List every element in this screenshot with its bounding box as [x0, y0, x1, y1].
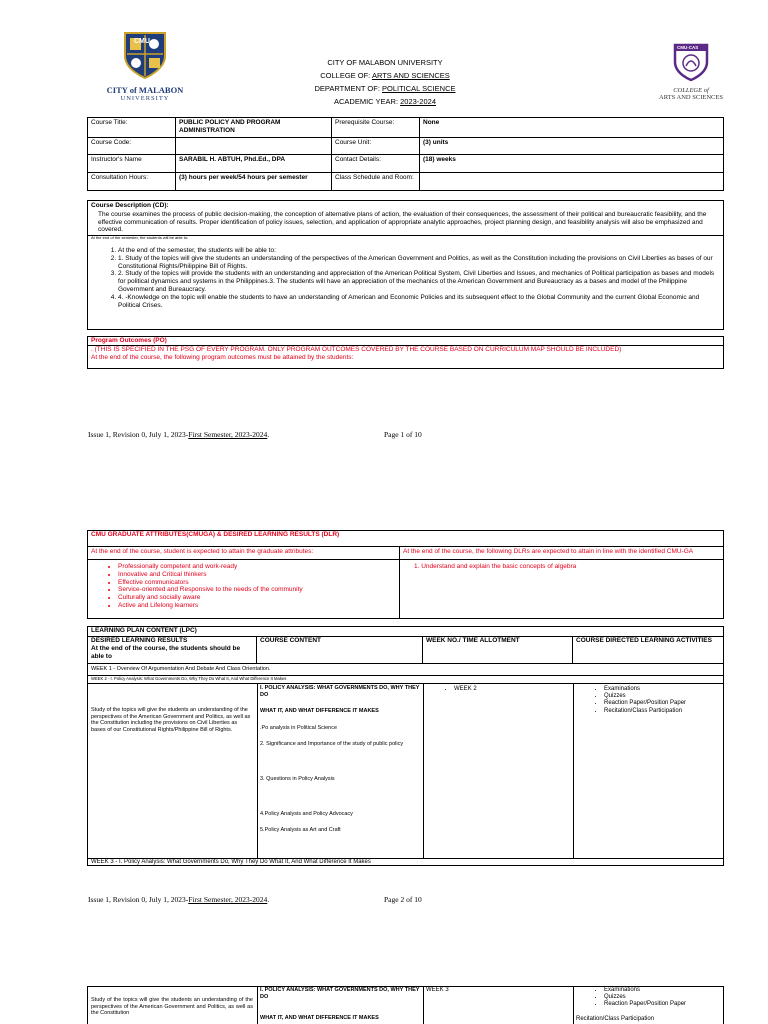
activity-item: • Reaction Paper/Position Paper: [604, 1001, 686, 1008]
page3-week: WEEK 3: [426, 987, 449, 993]
cmuga-right-header: At the end of the course, the following DLRs are expected to attain in line with the identified CMU-GA: [399, 546, 723, 560]
cas-logo: [648, 42, 734, 108]
department-name: POLITICAL SCIENCE: [382, 84, 456, 93]
course-code-label: Course Code:: [88, 138, 176, 155]
schedule-label: Class Schedule and Room:: [332, 173, 420, 191]
college-name: ARTS AND SCIENCES: [371, 71, 450, 80]
cas-logo-top-text: CMU-CAS: [677, 45, 699, 50]
objective-item: 4. 4. -Knowledge on the topic will enable the students to have an understanding of American and Economic Policies and its subsequent effect to the Global Community and the current Global Economic and Political Crises.: [118, 294, 717, 310]
page3-dlr-text: Study of the topics will give the students an understanding of the perspectives of the American Government and Politics, as well as the Constitution: [91, 997, 253, 1017]
activities-list: [590, 686, 686, 715]
course-objectives-list: [88, 247, 723, 309]
dlr-item: 1. Understand and explain the basic concepts of algebra: [414, 563, 577, 570]
contact-value: (18) weeks: [420, 155, 724, 173]
activity-item: • Quizzes: [604, 693, 686, 700]
activity-item: • Recitation/Class Participation: [604, 708, 686, 715]
page3-activities-list: [590, 987, 686, 1009]
objective-item: 1. At the end of the semester, the students will be able to:: [118, 247, 717, 255]
course-title-label: Course Title:: [88, 118, 176, 138]
graduate-attributes-list: [104, 563, 303, 610]
content-subtopic: 4.Policy Analysis and Policy Advocacy: [260, 810, 353, 817]
activity-item: • Reaction Paper/Position Paper: [604, 700, 686, 707]
week3-row: WEEK 3 - I. Policy Analysis: What Governments Do, Why They Do What It, And What Difference It Makes: [88, 858, 723, 866]
consultation-value: (3) hours per week/54 hours per semester: [176, 173, 332, 191]
lpc-dlr-text: Study of the topics will give the students an understanding of the perspectives of the American Government and Politics, as well as the Constitution including the provisions on Civil Liberties as bases of our Constitutional Rights/Philippine Bill of Rights.: [91, 707, 251, 733]
week-item: • WEEK 2: [454, 686, 477, 693]
page3-table: [87, 986, 724, 1024]
cas-logo-arts: ARTS AND SCIENCES: [659, 94, 723, 101]
cmu-logo: [104, 30, 186, 108]
content-subtopic: 5.Policy Analysis as Art and Craft: [260, 827, 341, 834]
consultation-label: Consultation Hours:: [88, 173, 176, 191]
lpc-title: LEARNING PLAN CONTENT (LPC): [88, 627, 723, 637]
course-description-note: At the end of the semester, the students will be able to:: [88, 235, 723, 241]
course-unit-label: Course Unit:: [332, 138, 420, 155]
lpc-course-content: [260, 685, 420, 834]
course-title-value: PUBLIC POLICY AND PROGRAM ADMINISTRATION: [176, 118, 332, 138]
page3-content-topic: I. POLICY ANALYSIS: WHAT GOVERNMENTS DO, WHY THEY DO: [260, 987, 420, 1000]
attribute-item: • Innovative and Critical thinkers: [118, 571, 303, 579]
course-description-text: The course examines the process of public decision-making, the conception of alternative plans of action, the evaluation of their consequences, the assessment of their political and bureaucratic feasibility, and the effective communication of results. Proper identification of policy issues, selection, and application of appropriate analytic approaches, project planning design, and feasibility analysis will also be emphasized and covered.: [98, 210, 707, 234]
lpc-col-week: WEEK NO./ TIME ALLOTMENT: [423, 637, 573, 663]
page-number: Page 2 of 10: [384, 895, 422, 904]
cmuga-box: [87, 530, 724, 619]
lpc-col-activities: COURSE DIRECTED LEARNING ACTIVITIES: [576, 637, 712, 644]
cas-logo-college: COLLEGE of: [673, 87, 709, 94]
page3-content-topic-cont: WHAT IT, AND WHAT DIFFERENCE IT MAKES: [260, 1015, 379, 1021]
course-description-label: Course Description (CD):: [91, 202, 169, 209]
page-number: Page 1 of 10: [384, 430, 422, 439]
program-outcomes-intro: At the end of the course, the following program outcomes must be attained by the students:: [91, 353, 354, 361]
department-line: DEPARTMENT OF: POLITICAL SCIENCE: [314, 84, 456, 93]
objective-item: 3. 2. Study of the topics will provide the students with an understanding and appreciation of the American Political System, Civil Liberties and Issues, and mechanics of Political participation as bases and models for political dynamics and systems in the Philippines.3. The students will have an appreciation of the mechanics of the American Government and Bureaucracy as a bases and model of the Philippine Government and Bureaucracy.: [118, 270, 717, 293]
course-unit-value: (3) units: [420, 138, 724, 155]
attribute-item: • Service-oriented and Responsive to the needs of the community: [118, 586, 303, 594]
page3-activity-last: Recitation/Class Participation: [576, 1016, 655, 1022]
schedule-value: [420, 173, 724, 191]
lpc-col-dlr: DESIRED LEARNING RESULTS: [91, 637, 188, 644]
content-topic: I. POLICY ANALYSIS: WHAT GOVERNMENTS DO, WHY THEY DO: [260, 685, 420, 698]
attribute-item: • Professionally competent and work-ready: [118, 563, 303, 571]
course-description-box: [87, 200, 724, 330]
footer-semester: First Semester, 2023-2024: [188, 895, 268, 904]
course-info-table: [87, 117, 724, 191]
cmu-logo-university: UNIVERSITY: [120, 95, 170, 102]
program-outcomes-label: Program Outcomes (PO): [88, 337, 723, 346]
objective-item: 2. 1. Study of the topics will give the students an understanding of the perspectives of the American Government and Politics, as well as the Constitution including the provisions on Civil Liberties as bases of our Constitutional Rights/Philippine Bill of Rights.: [118, 255, 717, 271]
attribute-item: • Effective communicators: [118, 579, 303, 587]
lpc-col-content: COURSE CONTENT: [257, 637, 423, 663]
course-code-value: [176, 138, 332, 155]
content-subtopic: .Po analysis in Political Science: [260, 724, 338, 731]
prerequisite-value: None: [420, 118, 724, 138]
contact-label: Contact Details:: [332, 155, 420, 173]
lpc-box: [87, 626, 724, 866]
attribute-item: • Culturally and socially aware: [118, 594, 303, 602]
instructor-label: Instructor's Name: [88, 155, 176, 173]
content-topic-cont: WHAT IT, AND WHAT DIFFERENCE IT MAKES: [260, 708, 379, 715]
footer-semester: First Semester, 2023-2024: [188, 430, 268, 439]
attribute-item: • Active and Lifelong learners: [118, 602, 303, 610]
activity-item: • Examinations: [604, 686, 686, 693]
page-footer: Issue 1, Revision 0, July 1, 2023-First Semester, 2023-2024.: [88, 430, 270, 439]
academic-year: 2023-2024: [400, 97, 436, 106]
prerequisite-label: Prerequisite Course:: [332, 118, 420, 138]
cmu-logo-name: CITY of MALABON: [106, 85, 184, 95]
header-block: [250, 56, 520, 108]
content-subtopic: 2. Significance and Importance of the study of public policy: [260, 741, 404, 748]
lpc-col-dlr-sub: At the end of the course, the students should be able to: [91, 644, 241, 660]
college-line: COLLEGE OF: ARTS AND SCIENCES: [320, 71, 450, 80]
program-outcomes-note: . (THIS IS SPECIFIED IN THE PSG OF EVERY PROGRAM. ONLY PROGRAM OUTCOMES COVERED BY THE COURSE BASED ON CURRICULUM MAP SHOULD BE INCLUDED): [91, 345, 622, 353]
week2-row: WEEK 2 - I. Policy Analysis: What Governments Do, Why They Do What It, And What Difference It Makes: [88, 676, 723, 684]
cmuga-title: CMU GRADUATE ATTRIBUTES(CMUGA) & DESIRED LEARNING RESULTS (DLR): [91, 531, 340, 538]
activity-item: • Examinations: [604, 987, 686, 994]
cmuga-left-header: At the end of the course, student is expected to attain the graduate attributes:: [88, 546, 399, 560]
instructor-value: SARABIL H. ABTUH, Phd.Ed., DPA: [176, 155, 332, 173]
university-name: CITY OF MALABON UNIVERSITY: [327, 58, 443, 67]
week1-row: WEEK 1 - Overview Of Argumentation And Debate And Class Orientation.: [88, 663, 723, 676]
week-list: [440, 686, 477, 693]
page-footer: Issue 1, Revision 0, July 1, 2023-First Semester, 2023-2024.: [88, 895, 270, 904]
program-outcomes-box: [87, 336, 724, 369]
content-subtopic: 3. Questions in Policy Analysis: [260, 775, 335, 782]
activity-item: • Quizzes: [604, 994, 686, 1001]
academic-year-line: ACADEMIC YEAR: 2023-2024: [333, 97, 436, 106]
cmu-logo-top-text: CMU: [134, 38, 150, 45]
